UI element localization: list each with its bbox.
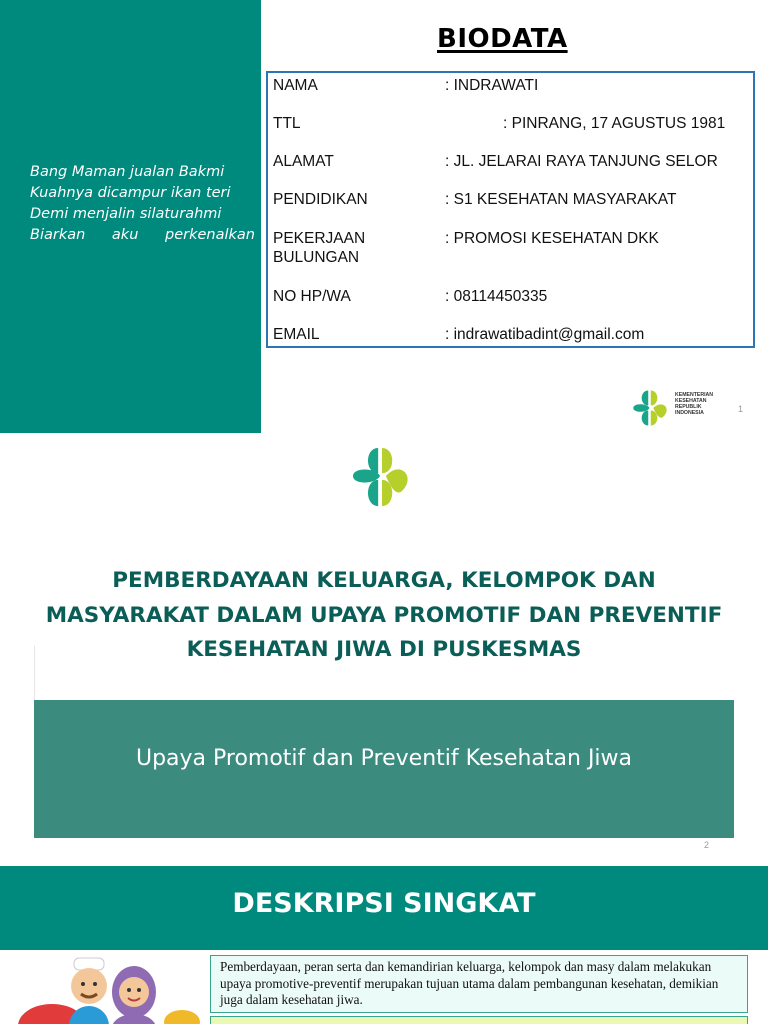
kemenkes-logo-text <box>675 392 713 416</box>
logo-text-line: KEMENTERIAN <box>675 392 714 398</box>
intro-poem <box>30 162 255 246</box>
biodata-value: : S1 KESEHATAN MASYARAKAT <box>445 191 677 208</box>
biodata-value: : JL. JELARAI RAYA TANJUNG SELOR <box>445 153 718 170</box>
kemenkes-logo-icon <box>352 446 414 508</box>
page-number: 2 <box>704 840 710 850</box>
section-header-text: DESKRIPSI SINGKAT <box>232 888 536 919</box>
biodata-label: PENDIDIKAN <box>273 191 368 208</box>
kemenkes-logo <box>632 388 752 428</box>
kemenkes-logo-icon <box>632 388 672 428</box>
section-header <box>0 866 768 950</box>
biodata-value: : PROMOSI KESEHATAN DKK <box>445 230 659 247</box>
main-title <box>20 564 748 668</box>
biodata-table <box>266 71 755 348</box>
biodata-label: NAMA <box>273 77 318 94</box>
biodata-label: PEKERJAAN BULUNGAN <box>273 230 366 266</box>
description-box-2 <box>210 1016 748 1024</box>
subtitle-banner <box>34 700 734 838</box>
title-line: KESEHATAN JIWA DI PUSKESMAS <box>186 637 582 662</box>
slide-biodata <box>0 0 768 434</box>
logo-text-line: KESEHATAN <box>675 398 707 404</box>
logo-text-line: REPUBLIK <box>675 404 702 410</box>
poem-line <box>30 225 255 246</box>
page-number: 1 <box>738 404 744 414</box>
poem-word: aku <box>111 227 139 243</box>
divider <box>34 646 35 700</box>
poem-word: Biarkan <box>30 227 86 243</box>
biodata-label: TTL <box>273 115 301 132</box>
biodata-label: ALAMAT <box>273 153 334 170</box>
slide-title <box>0 434 768 866</box>
biodata-label: NO HP/WA <box>273 288 351 305</box>
poem-line: Demi menjalin silaturahmi <box>30 206 222 222</box>
description-box: Pemberdayaan, peran serta dan kemandirian keluarga, kelompok dan masy dalam melakukan upaya promotive-preventif merupakan tujuan utama dalam pembangunan kesehatan, demikian juga dalam kesehatan jiwa. <box>210 955 748 1013</box>
logo-text-line: INDONESIA <box>675 410 704 416</box>
title-line: MASYARAKAT DALAM UPAYA PROMOTIF DAN PREVENTIF <box>45 602 723 628</box>
poem-word: perkenalkan <box>165 227 255 243</box>
biodata-value: : indrawatibadint@gmail.com <box>445 326 645 343</box>
poem-line: Kuahnya dicampur ikan teri <box>30 185 231 201</box>
biodata-title: BIODATA <box>437 24 568 54</box>
slide-description <box>0 866 768 1024</box>
title-line: PEMBERDAYAAN KELUARGA, KELOMPOK DAN <box>112 568 656 593</box>
biodata-value: : PINRANG, 17 AGUSTUS 1981 <box>503 115 726 132</box>
poem-line: Bang Maman jualan Bakmi <box>30 164 225 180</box>
family-illustration <box>14 956 204 1024</box>
biodata-value: : 08114450335 <box>445 288 548 305</box>
biodata-label: EMAIL <box>273 326 320 343</box>
biodata-value: : INDRAWATI <box>445 77 539 94</box>
teal-side-panel <box>0 0 261 433</box>
subtitle-text: Upaya Promotif dan Preventif Kesehatan Jiwa <box>135 746 633 771</box>
